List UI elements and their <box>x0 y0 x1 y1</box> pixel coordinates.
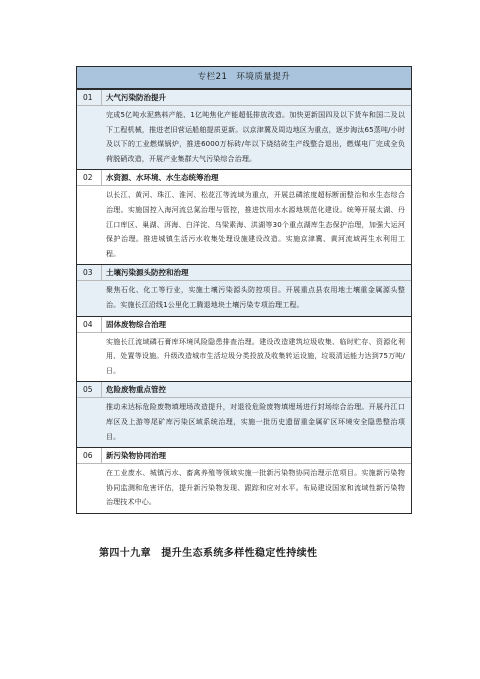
box-title: 专栏21 环境质量提升 <box>77 67 411 89</box>
section-header <box>77 447 411 464</box>
section-body: 推动未达标危险废物填埋场改造提升，对退役危险废物填埋场进行封场综合治理。开展丹江口库区及上游等尾矿库污染区域系统治理，实施一批历史遗留重金属矿区环境安全隐患整治项目。 <box>106 403 405 441</box>
section-header <box>77 316 411 333</box>
section-number: 04 <box>77 317 102 332</box>
section-item <box>77 316 411 382</box>
section-number: 05 <box>77 382 102 397</box>
section-body: 完成5亿吨水泥熟料产能、1亿吨焦化产能超低排放改造。加快更新国四及以下货车和国二及以下工程机械，推进老旧营运船舶提质更新。以京津冀及周边地区为重点，逐步淘汰65蒸吨/小时及以下的工业燃煤锅炉，推进6000万标砖/年以下烧结砖生产线整合退出，燃煤电厂完成全负荷脱硝改造，开展产业集群大气污染综合治理。 <box>106 111 405 163</box>
section-item <box>77 447 411 513</box>
section-item <box>77 169 411 264</box>
section-body: 在工业废水、城镇污水、畜禽养殖等领域实施一批新污染物协同治理示范项目。实施新污染物协同监测和危害评估，提升新污染物发现、跟踪和应对水平。布局建设国家和流域性新污染物治理技术中心。 <box>106 469 405 507</box>
section-heading: 危险废物重点管控 <box>106 385 166 395</box>
section-body: 实施长江流域磷石膏库环境风险隐患排查治理。建设改造建筑垃圾收集、临时贮存、资源化利用、处置等设施。升级改造城市生活垃圾分类投放及收集转运设施，垃圾清运能力达到75万吨/日。 <box>106 337 405 375</box>
section-body: 聚焦石化、化工等行业，实施土壤污染源头防控项目。开展重点县农用地土壤重金属源头整治。实施长江沿线1公里化工腾退地块土壤污染专项治理工程。 <box>106 286 405 309</box>
section-header <box>77 381 411 398</box>
section-number: 06 <box>77 448 102 463</box>
section-heading: 新污染物协同治理 <box>106 451 166 461</box>
section-item <box>77 381 411 447</box>
chapter-heading: 第四十九章 提升生态系统多样性稳定性持续性 <box>99 548 318 559</box>
section-heading: 大气污染防治提升 <box>106 93 166 102</box>
section-header <box>77 264 411 281</box>
section-number: 02 <box>77 170 102 185</box>
section-item <box>77 264 411 315</box>
section-item <box>77 89 411 169</box>
section-heading: 土壤污染源头防控和治理 <box>106 268 189 278</box>
section-header <box>77 89 411 106</box>
section-header <box>77 169 411 186</box>
feature-box <box>76 66 412 514</box>
section-number: 01 <box>77 90 102 105</box>
section-heading: 固体废物综合治理 <box>106 319 166 329</box>
section-body: 以长江、黄河、珠江、淮河、松花江等流域为重点，开展总磷浓度超标断面整治和水生态综合治理。实施国控入海河流总氮治理与管控，推进饮用水水源地规范化建设。统筹开展太湖、丹江口库区、巢湖、洱海、白洋淀、乌梁素海、洪湖等30个重点湖库生态保护治理，加强大运河保护治理。推进城镇生活污水收集处理设施建设改造。实施京津冀、黄河流域再生水利用工程。 <box>106 191 405 258</box>
section-heading: 水资源、水环境、水生态统筹治理 <box>106 173 219 183</box>
section-number: 03 <box>77 265 102 280</box>
